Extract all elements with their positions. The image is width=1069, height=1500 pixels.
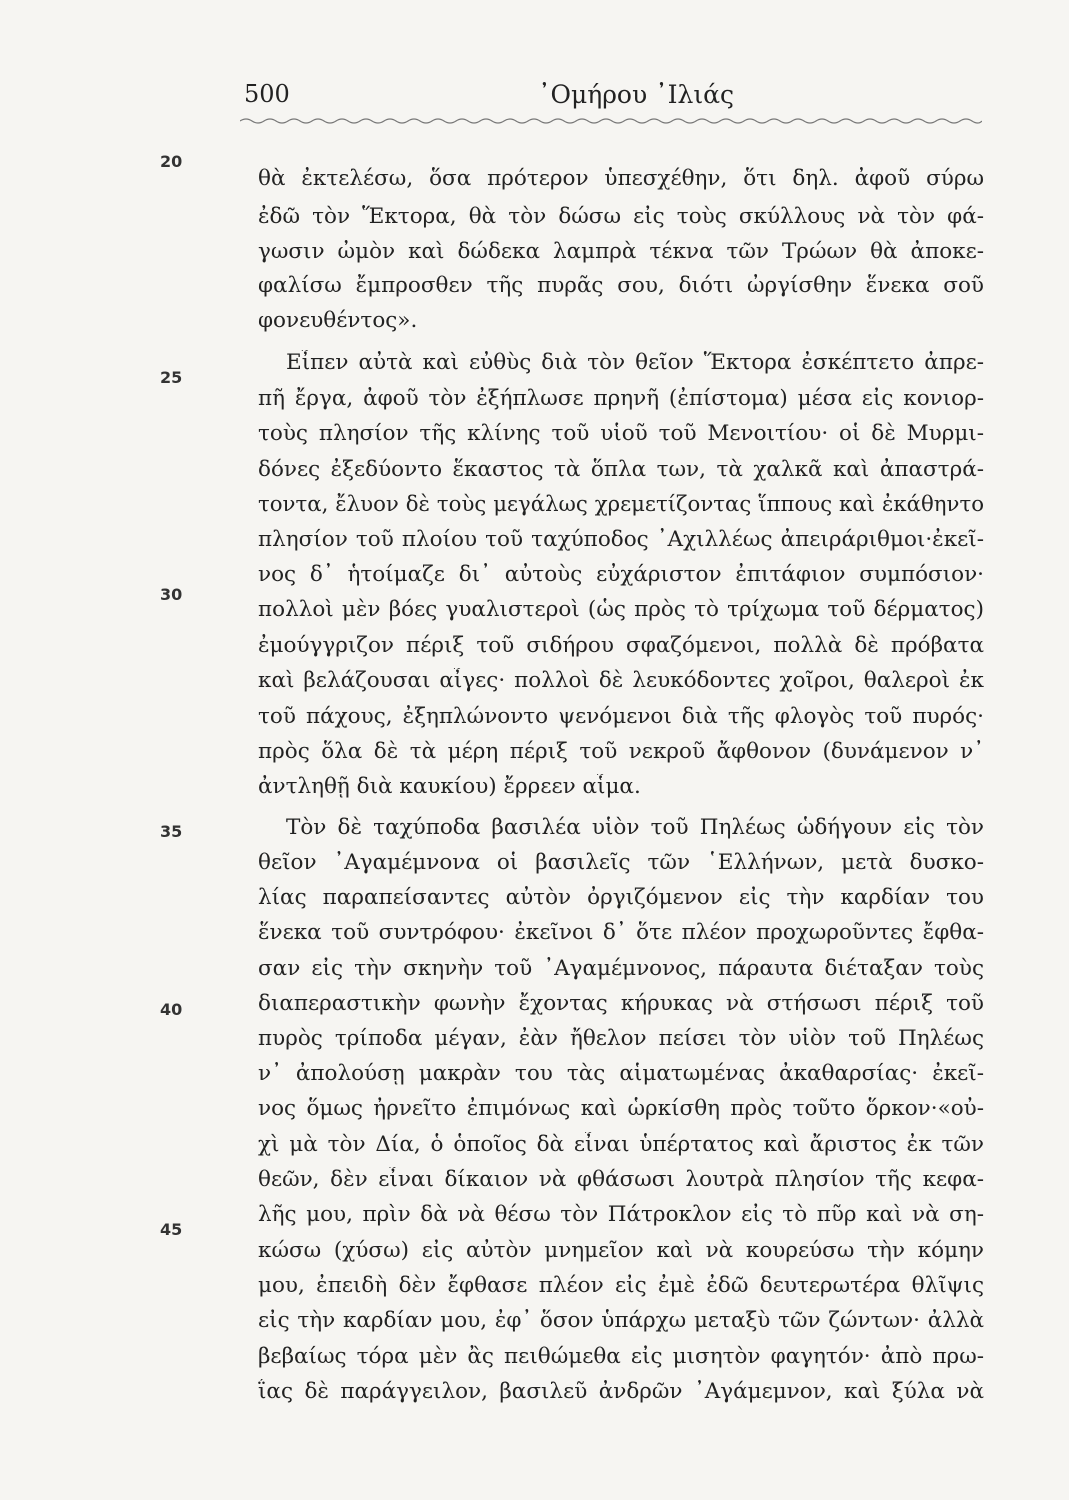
running-title: ᾿Ομήρου ᾿Ιλιάς — [538, 80, 735, 109]
text-line: πῆ ἔργα, ἀφοῦ τὸν ἐξήπλωσε πρηνῆ (ἐπίστομα) μέσα εἰς κονιορ- — [258, 386, 984, 411]
text-line: καὶ βελάζουσαι αἶγες· πολλοὶ δὲ λευκόδοντες χοῖροι, θαλεροὶ ἐκ — [258, 668, 984, 693]
text-line: λίας παραπείσαντες αὐτὸν ὀργιζόμενον εἰς τὴν καρδίαν του — [258, 885, 984, 910]
text-line: νος δ᾿ ἡτοίμαζε δι᾿ αὐτοὺς εὐχάριστον ἐπιτάφιον συμπόσιον· — [258, 562, 984, 587]
text-line: θὰ ἐκτελέσω, ὅσα πρότερον ὑπεσχέθην, ὅτι δηλ. ἀφοῦ σύρω — [258, 166, 984, 191]
text-line: τοντα, ἔλυον δὲ τοὺς μεγάλως χρεμετίζοντας ἵππους καὶ ἐκάθηντο — [258, 492, 984, 517]
text-line: ἀντληθῇ διὰ καυκίου) ἔρρεεν αἷμα. — [258, 774, 641, 799]
margin-line-number: 35 — [160, 822, 183, 841]
margin-line-number: 20 — [160, 152, 183, 171]
page-header — [0, 80, 1069, 120]
text-line: γωσιν ὠμὸν καὶ δώδεκα λαμπρὰ τέκνα τῶν Τρώων θὰ ἀποκε- — [258, 239, 984, 264]
text-line: πλησίον τοῦ πλοίου τοῦ ταχύποδος ᾿Αχιλλέως ἀπειράριθμοι·ἐκεῖ- — [258, 527, 984, 552]
text-line: ΐας δὲ παράγγειλον, βασιλεῦ ἀνδρῶν ᾿Αγάμεμνον, καὶ ξύλα νὰ — [258, 1379, 984, 1404]
margin-line-number: 45 — [160, 1220, 183, 1239]
text-line: τοὺς πλησίον τῆς κλίνης τοῦ υἱοῦ τοῦ Μενοιτίου· οἱ δὲ Μυρμι- — [258, 421, 984, 446]
header-wavy-rule — [240, 116, 982, 126]
text-line: μου, ἐπειδὴ δὲν ἔφθασε πλέον εἰς ἐμὲ ἐδῶ δευτερωτέρα θλῖψις — [258, 1273, 984, 1298]
text-line: θεῖον ᾿Αγαμέμνονα οἱ βασιλεῖς τῶν ῾Ελλήνων, μετὰ δυσκο- — [258, 850, 984, 875]
text-line: τοῦ πάχους, ἐξηπλώνοντο ψενόμενοι διὰ τῆς φλογὸς τοῦ πυρός· — [258, 704, 984, 729]
text-line: κώσω (χύσω) εἰς αὐτὸν μνημεῖον καὶ νὰ κουρεύσω τὴν κόμην — [258, 1238, 984, 1263]
page-number: 500 — [244, 80, 290, 108]
text-line: ἐμούγγριζον πέριξ τοῦ σιδήρου σφαζόμενοι, πολλὰ δὲ πρόβατα — [258, 633, 984, 658]
text-line: Εἶπεν αὐτὰ καὶ εὐθὺς διὰ τὸν θεῖον Ἕκτορα ἐσκέπτετο ἀπρε- — [286, 350, 984, 375]
text-line: φαλίσω ἔμπροσθεν τῆς πυρᾶς σου, διότι ὠργίσθην ἕνεκα σοῦ — [258, 273, 984, 298]
margin-line-number: 30 — [160, 585, 183, 604]
text-line: Τὸν δὲ ταχύποδα βασιλέα υἱὸν τοῦ Πηλέως ὡδήγουν εἰς τὸν — [286, 815, 984, 840]
margin-line-number: 40 — [160, 1000, 183, 1019]
text-line: πολλοὶ μὲν βόες γυαλιστεροὶ (ὡς πρὸς τὸ τρίχωμα τοῦ δέρματος) — [258, 597, 984, 622]
text-line: διαπεραστικὴν φωνὴν ἔχοντας κήρυκας νὰ στήσωσι πέριξ τοῦ — [258, 991, 984, 1016]
text-line: δόνες ἐξεδύοντο ἕκαστος τὰ ὅπλα των, τὰ χαλκᾶ καὶ ἀπαστρά- — [258, 457, 984, 482]
text-line: πρὸς ὅλα δὲ τὰ μέρη πέριξ τοῦ νεκροῦ ἄφθονον (δυνάμενον ν᾿ — [258, 739, 984, 764]
text-line: βεβαίως τόρα μὲν ἂς πειθώμεθα εἰς μισητὸν φαγητόν· ἀπὸ πρω- — [258, 1344, 984, 1369]
text-line: χὶ μὰ τὸν Δία, ὁ ὁποῖος δὰ εἶναι ὑπέρτατος καὶ ἄριστος ἐκ τῶν — [258, 1132, 984, 1157]
text-line: ἐδῶ τὸν Ἕκτορα, θὰ τὸν δώσω εἰς τοὺς σκύλλους νὰ τὸν φά- — [258, 204, 984, 229]
text-line: θεῶν, δὲν εἶναι δίκαιον νὰ φθάσωσι λουτρὰ πλησίον τῆς κεφα- — [258, 1167, 984, 1192]
text-line: φονευθέντος». — [258, 308, 418, 333]
text-line: ἕνεκα τοῦ συντρόφου· ἐκεῖνοι δ᾿ ὅτε πλέον προχωροῦντες ἔφθα- — [258, 920, 984, 945]
text-line: πυρὸς τρίποδα μέγαν, ἐὰν ἤθελον πείσει τὸν υἱὸν τοῦ Πηλέως — [258, 1026, 984, 1051]
text-line: νος ὅμως ἠρνεῖτο ἐπιμόνως καὶ ὡρκίσθη πρὸς τοῦτο ὅρκον·«οὐ- — [258, 1096, 984, 1121]
margin-line-number: 25 — [160, 368, 183, 387]
text-line: εἰς τὴν καρδίαν μου, ἐφ᾿ ὅσον ὑπάρχω μεταξὺ τῶν ζώντων· ἀλλὰ — [258, 1308, 984, 1333]
text-line: σαν εἰς τὴν σκηνὴν τοῦ ᾿Αγαμέμνονος, πάραυτα διέταξαν τοὺς — [258, 956, 984, 981]
text-line: λῆς μου, πρὶν δὰ νὰ θέσω τὸν Πάτροκλον εἰς τὸ πῦρ καὶ νὰ ση- — [258, 1202, 984, 1227]
text-line: ν᾿ ἀπολούσῃ μακρὰν του τὰς αἱματωμένας ἀκαθαρσίας· ἐκεῖ- — [258, 1061, 984, 1086]
